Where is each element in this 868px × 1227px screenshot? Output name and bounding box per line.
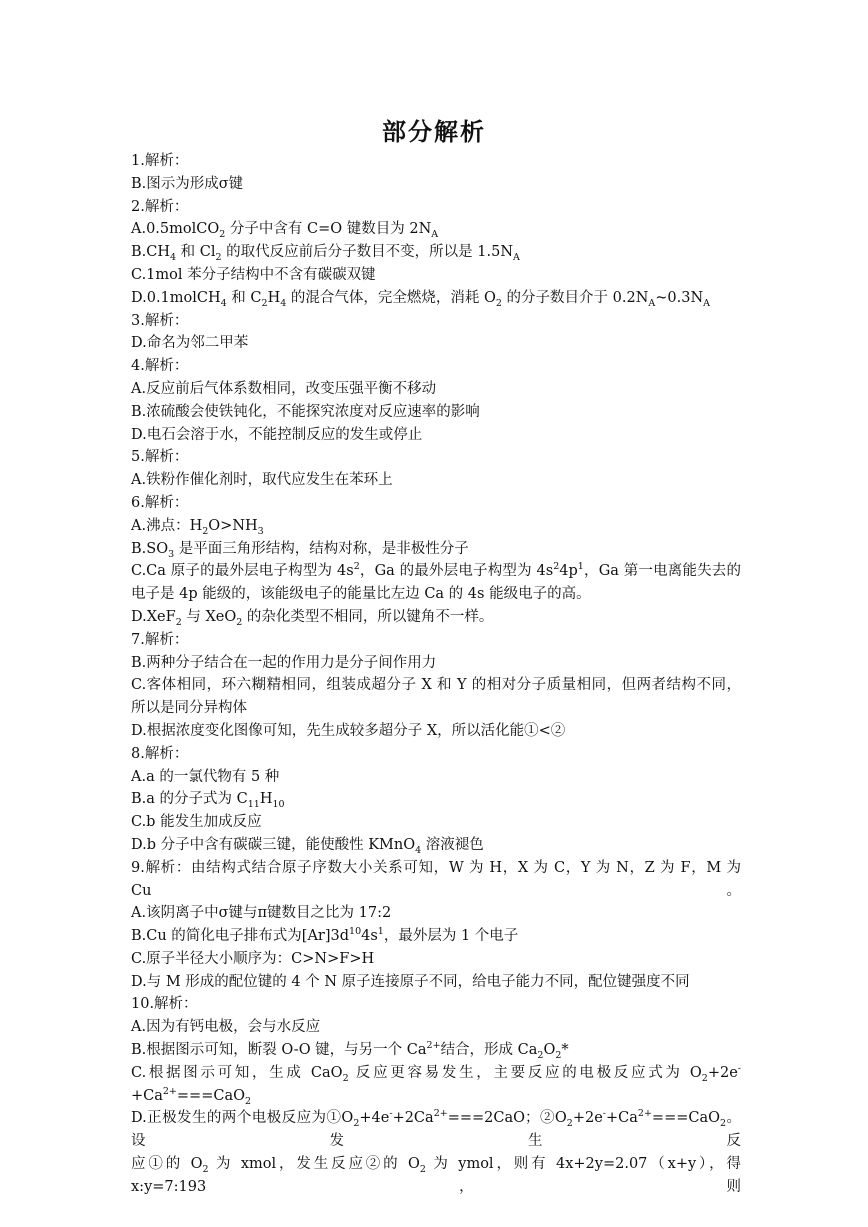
text-line: B.图示为形成σ键 [131, 175, 244, 192]
page-title: 部分解析 [382, 117, 486, 146]
text-line: 9.解析：由结构式结合原子序数大小关系可知，W 为 H，X 为 C，Y 为 N，Z 为 F，M 为 Cu。 [131, 859, 741, 899]
text-line: D.0.1molCH$_4$ 和 $C_2H_4$ 的混合气体，完全燃烧，消耗 $O_2$ 的分子数目介于 $0.2N_A\sim 0.3N_A$ [131, 289, 711, 309]
text-line: 5.解析： [131, 449, 189, 466]
text-line: 所以是同分异构体 [131, 700, 247, 717]
text-line: A.沸点：$H_2O>NH_3$ [131, 517, 264, 537]
text-line: 1.解析： [131, 153, 189, 169]
text-line: C.客体相同，环六糊精相同，组装成超分子 X 和 Y 的相对分子质量相同，但两者结构不同， [131, 677, 741, 694]
text-line: A.因为有钙电极，会与水反应 [131, 1019, 321, 1036]
text-line: D.XeF$_2$ 与 XeO$_2$ 的杂化类型不相同，所以键角不一样。 [131, 608, 494, 628]
text-line: 8.解析： [131, 745, 189, 762]
text-line: 2.解析： [131, 198, 189, 215]
text-line: $B.SO_3$ 是平面三角形结构，结构对称，是非极性分子 [131, 540, 469, 560]
text-line: A.a 的一氯代物有 5 种 [131, 768, 280, 785]
text-line: B.a 的分子式为 $C_{11}H_{10}$ [131, 791, 285, 811]
text-line: D.b 分子中含有碳碳三键，能使酸性 KMnO$_4$ 溶液褪色 [131, 836, 484, 856]
text-line: A.反应前后气体系数相同，改变压强平衡不移动 [131, 380, 437, 397]
text-line: D.根据浓度变化图像可知，先生成较多超分子 X，所以活化能①<② [131, 722, 566, 739]
text-line: D.正极发生的两个电极反应为$①O_2+4e^-+2Ca^{2+}===2CaO$；$②O_2+2e^-+Ca^{2+}===CaO_2$。设发生反 [131, 1108, 741, 1150]
text-line: 6.解析： [131, 494, 189, 511]
document-body [131, 150, 741, 1199]
text-line: B.浓硫酸会使铁钝化，不能探究浓度对反应速率的影响 [131, 403, 480, 420]
text-line: D.命名为邻二甲苯 [131, 335, 249, 352]
text-line: D.电石会溶于水，不能控制反应的发生或停止 [131, 426, 423, 443]
text-line: B.Cu 的简化电子排布式为$[Ar]3d^{10}4s^1$，最外层为 1 个电子 [131, 926, 519, 945]
text-line: C.原子半径大小顺序为：C>N>F>H [131, 950, 375, 967]
text-line: A.0.5molCO$_2$ 分子中含有 C=O 键数目为 $2N_A$ [131, 221, 439, 241]
text-line: D.与 M 形成的配位键的 4 个 N 原子连接原子不同，给电子能力不同，配位键强度不同 [131, 973, 690, 990]
text-line: A.该阴离子中σ键与π键数目之比为 17:2 [131, 905, 392, 922]
text-line: C.b 能发生加成反应 [131, 814, 262, 831]
text-line: A.铁粉作催化剂时，取代应发生在苯环上 [131, 472, 393, 489]
text-line: B.两种分子结合在一起的作用力是分子间作用力 [131, 654, 437, 671]
text-line: 10.解析： [131, 996, 198, 1013]
text-line: 电子是 4p 能级的，该能级电子的能量比左边 Ca 的 4s 能级电子的高。 [131, 586, 591, 603]
text-line: 4.解析： [131, 358, 189, 375]
text-line: $B.CH_4$ 和 $Cl_2$ 的取代反应前后分子数目不变，所以是 $1.5N_A$ [131, 244, 520, 264]
text-line: 应①的 $O_2$ 为 xmol，发生反应②的 $O_2$ 为 ymol，则有 4x+2y=2.07（x+y），得 x:y=7:193，则 [131, 1156, 742, 1195]
text-line: B.根据图示可知，断裂 O-O 键，与另一个 $Ca^{2+}$结合，形成 $Ca_2O_2*$ [131, 1040, 569, 1061]
text-line: C.Ca 原子的最外层电子构型为 $4s^2$，Ga 的最外层电子构型为 $4s^24p^1$，Ga 第一电离能失去的 [131, 561, 741, 580]
text-line: 3.解析： [131, 312, 189, 329]
text-line: 7.解析： [131, 631, 189, 648]
text-line: C.1mol 苯分子结构中不含有碳碳双键 [131, 266, 376, 283]
text-line: C.根据图示可知，生成 CaO$_2$ 反应更容易发生，主要反应的电极反应式为 $O_2+2e^-+Ca^{2+}===CaO_2$ [131, 1063, 742, 1107]
